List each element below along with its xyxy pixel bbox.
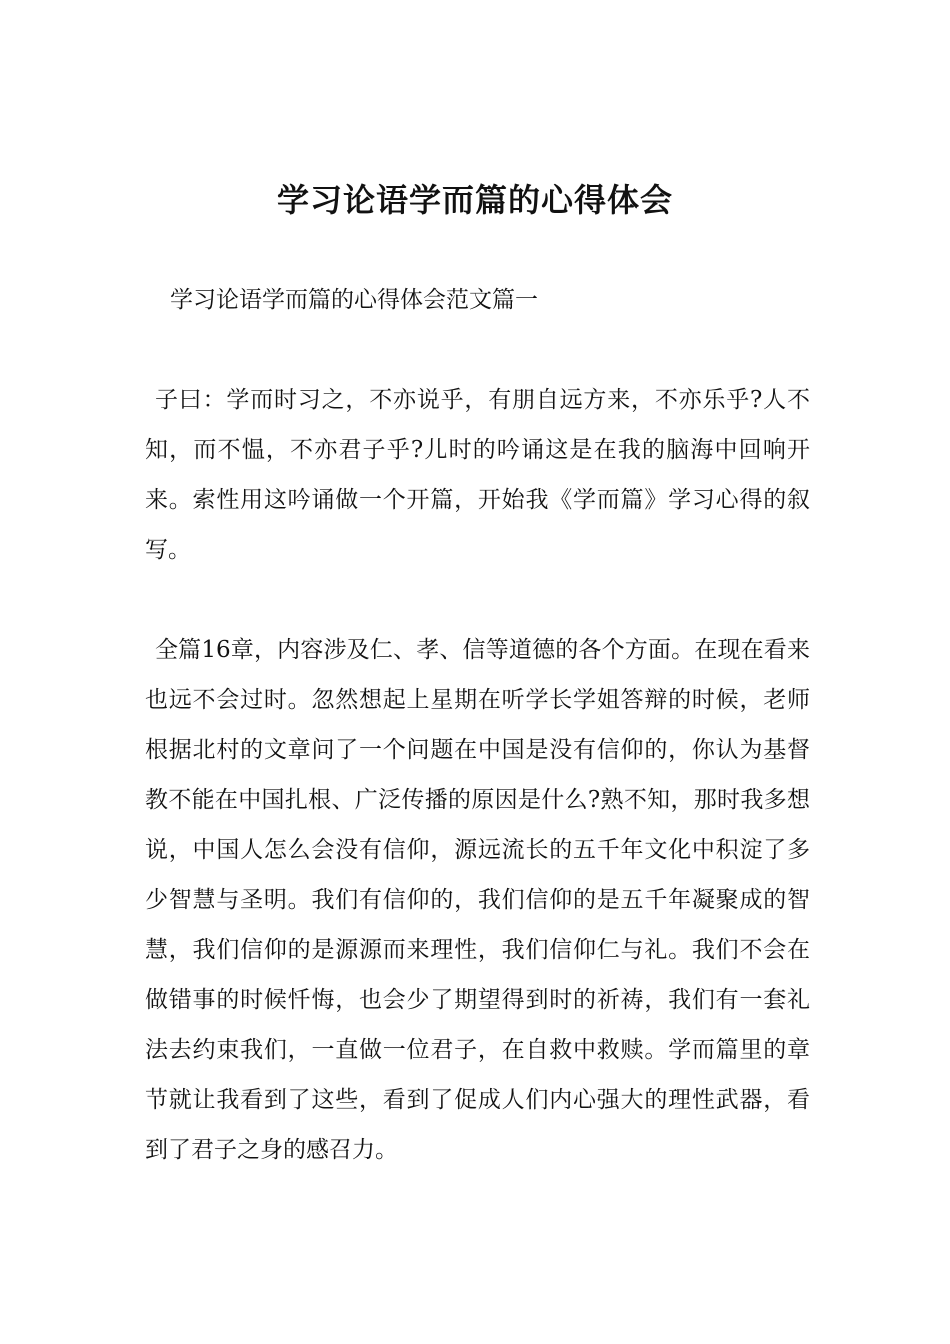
document-title: 学习论语学而篇的心得体会	[276, 181, 673, 219]
document-subtitle: 学习论语学而篇的心得体会范文篇一	[170, 287, 538, 313]
paragraph-2: 全篇16章，内容涉及仁、孝、信等道德的各个方面。在现在看来也远不会过时。忽然想起上星期在听学长学姐答辩的时候，老师根据北村的文章问了一个问题在中国是没有信仰的，你认为基督教不能在中国扎根、广泛传播的原因是什么?熟不知，那时我多想说，中国人怎么会没有信仰，源远流长的五千年文化中积淀了多少智慧与圣明。我们有信仰的，我们信仰的是五千年凝聚成的智慧，我们信仰的是源源而来理性，我们信仰仁与礼。我们不会在做错事的时候忏悔，也会少了期望得到时的祈祷，我们有一套礼法去约束我们，一直做一位君子，在自救中救赎。学而篇里的章节就让我看到了这些，看到了促成人们内心强大的理性武器，看到了君子之身的感召力。	[145, 637, 810, 1163]
paragraph-1: 子曰：学而时习之，不亦说乎，有朋自远方来，不亦乐乎?人不知，而不愠，不亦君子乎?儿时的吟诵这是在我的脑海中回响开来。索性用这吟诵做一个开篇，开始我《学而篇》学习心得的叙写。	[145, 387, 810, 563]
